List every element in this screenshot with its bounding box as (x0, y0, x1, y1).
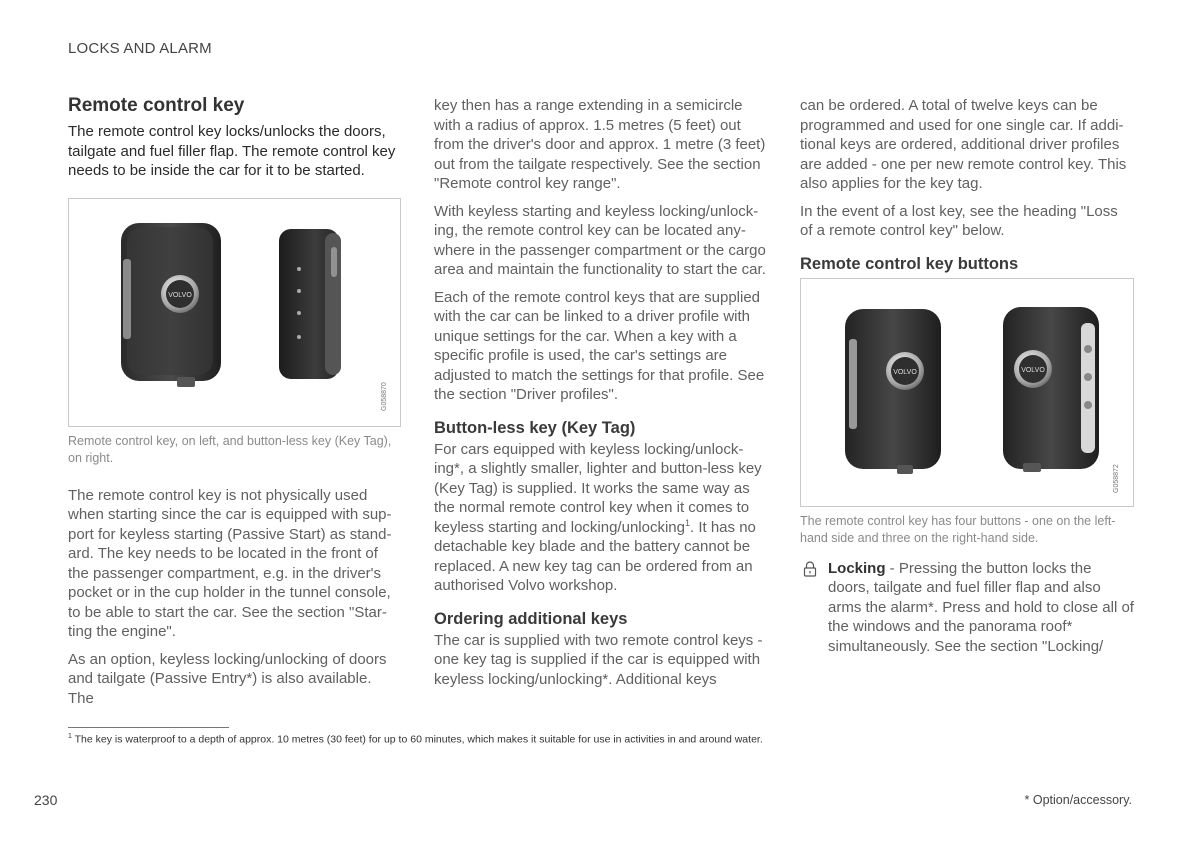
footnote-text: The key is waterproof to a depth of approx. 10 metres (30 feet) for up to 60 minutes, which makes it suitable for use in activities in and around water. (71, 733, 763, 746)
running-head: LOCKS AND ALARM (68, 40, 212, 57)
remote-key-drawing (121, 223, 221, 387)
locking-text: - Pressing the button locks the doors, tailgate and fuel filler flap and also arms the alarm*. Press and hold to close all of the windows and the panorama roof* simultaneously. See the section "Locking/ (828, 559, 1134, 655)
figure-key-buttons (800, 278, 1134, 507)
intro-paragraph: The remote control key locks/unlocks the doors, tailgate and fuel filler flap. The remote control key needs to be inside the car for it to be started. (68, 123, 396, 179)
subheading-key-buttons: Remote control key buttons (800, 254, 1019, 273)
locking-button-description (800, 559, 1134, 657)
svg-text:VOLVO: VOLVO (893, 368, 917, 376)
column-1 (68, 96, 401, 716)
key-tag-drawing (279, 229, 341, 379)
key-illustration (69, 199, 401, 427)
column-3 (800, 96, 1134, 664)
paragraph: In the event of a lost key, see the heading "Loss of a remote control key" below. (800, 202, 1118, 239)
figure-caption: The remote control key has four buttons - one on the left-hand side and three on the right-hand side. (800, 513, 1116, 545)
figure-code: G058870 (381, 381, 388, 411)
remote-key-left-side-drawing (845, 309, 941, 474)
svg-text:VOLVO: VOLVO (168, 291, 192, 299)
footnote-reference[interactable]: 1 (684, 517, 690, 528)
paragraph: key then has a range extending in a semicircle with a radius of approx. 1.5 metres (5 feet) out from the driver's door and approx. 1 metre (3 feet) out from the tailgate respectively. See the section "Remote control key range". (434, 97, 766, 192)
figure-code: G058872 (1113, 463, 1120, 493)
svg-text:VOLVO: VOLVO (1021, 366, 1045, 374)
subheading-key-tag: Button-less key (Key Tag) (434, 418, 636, 437)
paragraph: As an option, keyless locking/unlocking of doors and tailgate (Passive Entry*) is also available. The (68, 650, 387, 707)
column-2 (434, 96, 769, 697)
paragraph: With keyless starting and keyless locking/unlock-ing, the remote control key can be located any-where in the passenger compartment or the cargo area and maintain the functionality to start the car. (434, 202, 766, 278)
paragraph: The car is supplied with two remote control keys - one key tag is supplied if the car is equipped with keyless locking/unlocking*. Additional keys (434, 631, 763, 688)
page-number: 230 (34, 792, 58, 808)
key-buttons-illustration (801, 279, 1134, 507)
paragraph: can be ordered. A total of twelve keys can be programmed and used for one single car. If addi-tional keys are ordered, additional driver profiles are added - one per new remote control key. This also applies for the key tag. (800, 97, 1127, 192)
figure-caption: Remote control key, on left, and button-less key (Key Tag), on right. (68, 433, 392, 465)
paragraph-key-tag: For cars equipped with keyless locking/unlock-ing*, a slightly smaller, lighter and button-less key (Key Tag) is supplied. It works the same way as the normal remote control key when it comes to keyless starting and locking/unlocking$^1$. It has no detachable key blade and the battery cannot be replaced. A new key tag can be ordered from an authorised Volvo workshop. (434, 440, 762, 594)
figure-keys (68, 198, 401, 427)
remote-key-right-side-drawing (1003, 307, 1099, 472)
locking-term: Locking (828, 559, 886, 577)
subheading-ordering-keys: Ordering additional keys (434, 609, 628, 628)
footnote (68, 733, 763, 746)
paragraph: Each of the remote control keys that are supplied with the car can be linked to a driver profile with unique settings for the car. When a key with a specific profile is used, the car's settings are adjusted to match the settings for that profile. See the section "Driver profiles". (434, 288, 765, 403)
paragraph: The remote control key is not physically used when starting since the car is equipped with sup-port for keyless starting (Passive Start) as stand-ard. The key needs to be located in the front of the passenger compartment, e.g. in the driver's pocket or in the cup holder in the tunnel console, to be able to start the car. See the section "Star-ting the engine". (68, 486, 392, 640)
footnote-divider (68, 727, 229, 728)
option-accessory-note: * Option/accessory. (1024, 793, 1132, 807)
section-heading-remote-control-key: Remote control key (68, 95, 245, 116)
lock-icon (803, 561, 817, 583)
footnote-mark: 1 (68, 733, 72, 740)
